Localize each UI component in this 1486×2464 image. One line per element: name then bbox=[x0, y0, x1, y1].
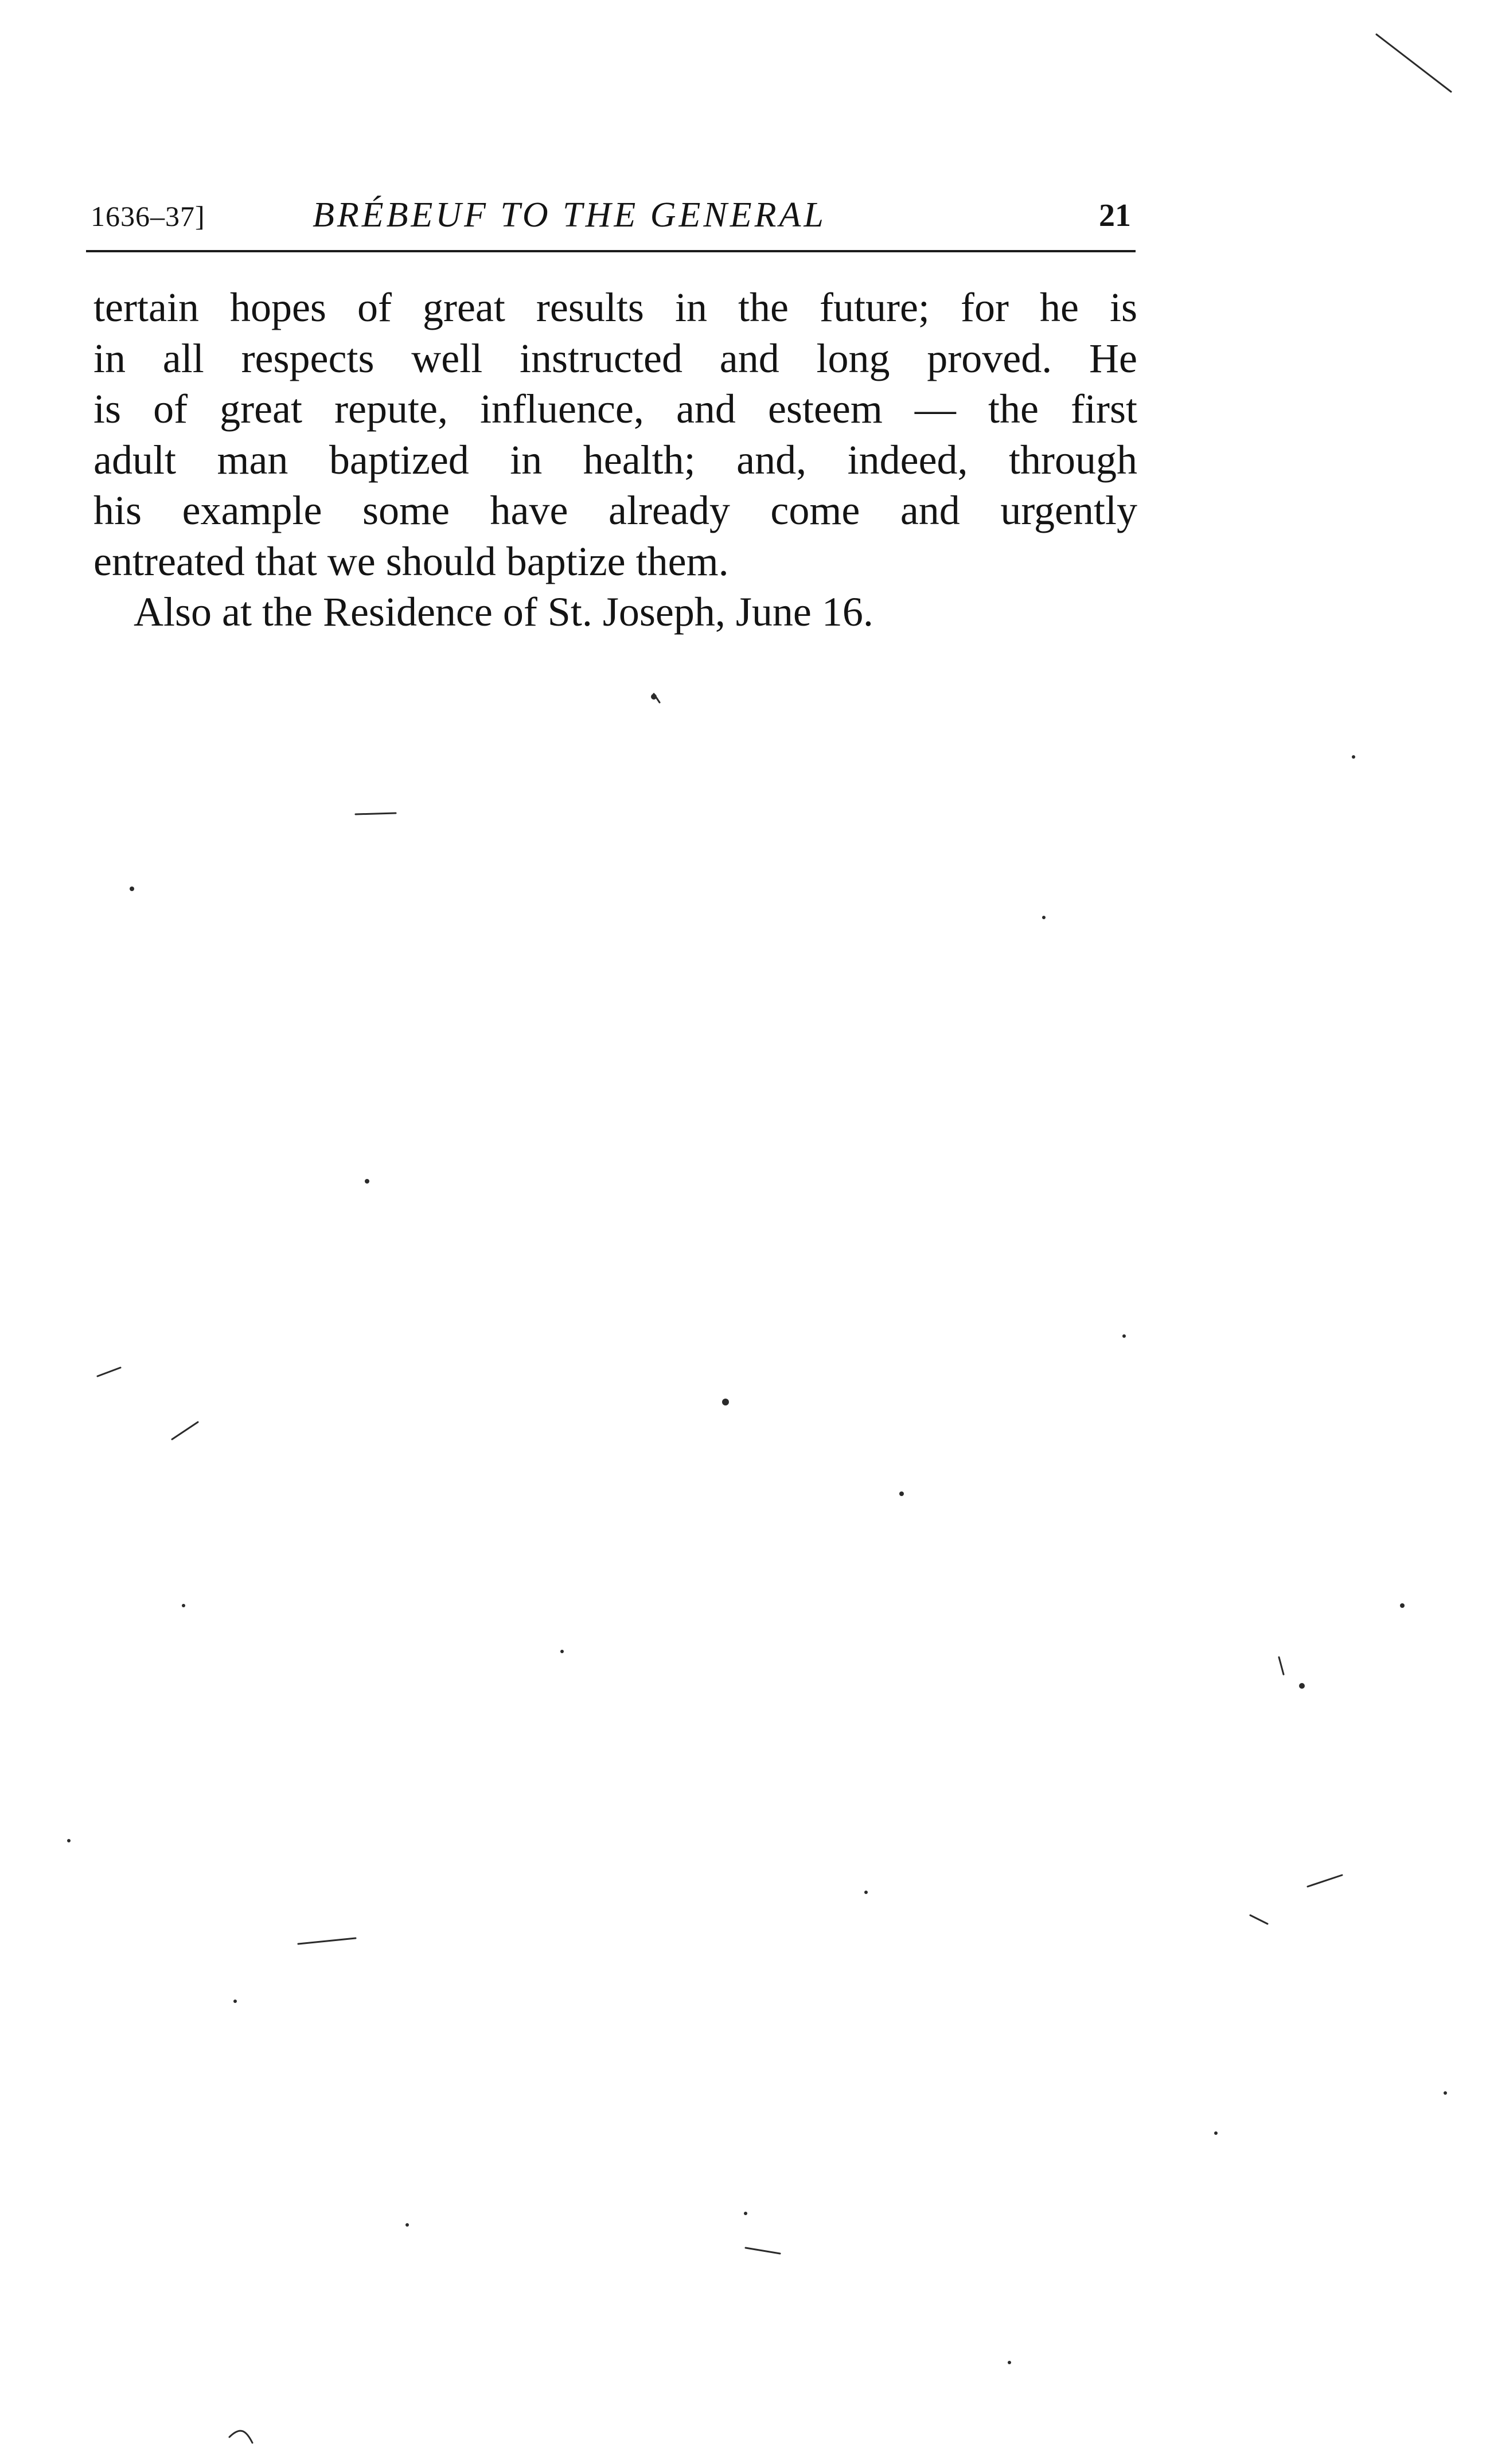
header-rule bbox=[86, 250, 1136, 252]
text-line: his example some have already come and urgently bbox=[93, 487, 1137, 533]
running-head-title: BRÉBEUF TO THE GENERAL bbox=[313, 196, 826, 235]
text-line: in all respects well instructed and long proved. He bbox=[93, 335, 1137, 381]
body-text bbox=[93, 282, 1137, 638]
running-head-years: 1636–37] bbox=[91, 200, 205, 232]
running-head bbox=[86, 189, 1136, 241]
text-line: adult man baptized in health; and, indeed, through bbox=[93, 436, 1137, 483]
text-line: tertain hopes of great results in the future; for he is bbox=[93, 284, 1137, 330]
closing-line: Also at the Residence of St. Joseph, June 16. bbox=[134, 589, 873, 635]
page-number: 21 bbox=[1099, 198, 1131, 233]
text-line: entreated that we should baptize them. bbox=[93, 538, 729, 584]
text-line: is of great repute, influence, and esteem — the first bbox=[93, 386, 1137, 432]
